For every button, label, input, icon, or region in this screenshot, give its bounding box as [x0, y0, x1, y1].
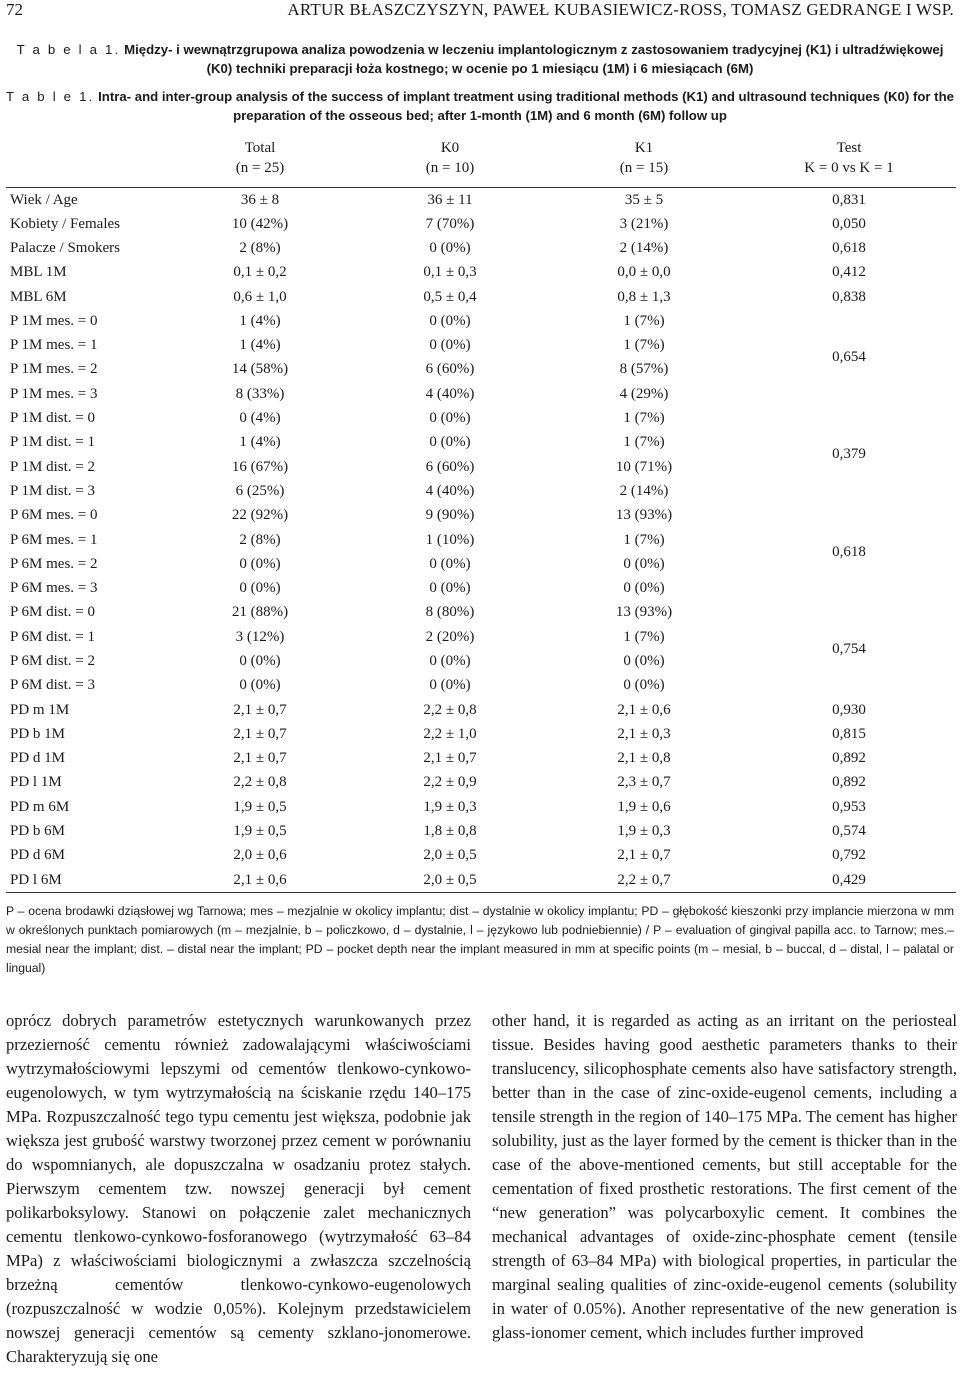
test-pvalue-cell: 0,892 — [832, 774, 866, 791]
running-head-authors: ARTUR BŁASZCZYSZYN, PAWEŁ KUBASIEWICZ-ROSS, TOMASZ GEDRANGE I WSP. — [287, 0, 954, 19]
k0-cell: 7 (70%) — [425, 215, 475, 232]
table-row — [6, 746, 956, 770]
k1-cell: 2,1 ± 0,8 — [617, 750, 671, 767]
total-cell: 8 (33%) — [235, 385, 285, 402]
row-label-cell: PD m 1M — [10, 701, 70, 718]
total-cell: 3 (12%) — [235, 628, 285, 645]
total-cell: 2,2 ± 0,8 — [233, 774, 287, 791]
table-title-polish: Między- i wewnątrzgrupowa analiza powodzenia w leczeniu implantologicznym z zastosowaniem tradycyjnej (K1) i ultradźwiękowej (K0) techniki preparacji łoża kostnego; w ocenie po 1 miesiącu (1M) i 6 miesiącach (6M) — [120, 42, 944, 76]
header-total-n: (n = 25) — [235, 160, 285, 176]
total-cell: 2,1 ± 0,7 — [233, 701, 287, 718]
table-header-row — [6, 138, 956, 187]
k1-cell: 1,9 ± 0,3 — [617, 823, 671, 840]
test-pvalue-cell: 0,953 — [832, 798, 866, 815]
k0-cell: 2,2 ± 0,9 — [423, 774, 477, 791]
k1-cell: 13 (93%) — [615, 507, 673, 524]
test-pvalue-cell: 0,792 — [832, 847, 866, 864]
test-pvalue-cell: 0,618 — [832, 543, 866, 560]
test-pvalue-cell: 0,654 — [832, 349, 866, 366]
test-pvalue-cell: 0,574 — [832, 823, 866, 840]
k0-cell: 9 (90%) — [425, 507, 475, 524]
header-k1-title: K1 — [634, 140, 654, 156]
total-cell: 2,1 ± 0,7 — [233, 725, 287, 742]
k1-cell: 0 (0%) — [623, 652, 665, 669]
row-label-cell: P 1M dist. = 3 — [10, 482, 96, 499]
header-k0-n: (n = 10) — [425, 160, 475, 176]
header-k1-n: (n = 15) — [619, 160, 669, 176]
k0-cell: 2,1 ± 0,7 — [423, 750, 477, 767]
body-text-english: other hand, it is regarded as acting as an irritant on the periosteal tissue. Besides having good aesthetic parameters thanks to their translucency, silicophosphate cements also have satisfactory strength, better than in the case of zinc-oxide-eugenol cements, including a tensile strength in the region of 140–175 MPa. The cement has higher solubility, just as the layer formed by the cement is thicker than in the case of the above-mentioned cements, but still acceptable for the cementation of fixed prosthetic restorations. The first cement of the “new generation” was polycarboxylic cement. It combines the mechanical advantages of oxide-zinc-phosphate cement (tensile strength of 63–84 MPa) with biological properties, in particular the marginal sealing qualities of zinc-oxide-eugenol cements (solubility in water of 0.05%). Another representative of the new generation is glass-ionomer cement, which includes further improved — [492, 1011, 957, 1342]
test-pvalue-cell: 0,618 — [832, 239, 866, 256]
row-label-cell: P 1M mes. = 3 — [10, 385, 98, 402]
row-label-cell: PD b 1M — [10, 725, 66, 742]
total-cell: 1,9 ± 0,5 — [233, 798, 287, 815]
total-cell: 1 (4%) — [239, 312, 281, 329]
k1-cell: 0 (0%) — [623, 555, 665, 572]
k0-cell: 0 (0%) — [429, 580, 471, 597]
header-cell-k1 — [546, 138, 742, 187]
k1-cell: 1,9 ± 0,6 — [617, 798, 671, 815]
row-label-cell: P 6M dist. = 1 — [10, 628, 96, 645]
test-pvalue-cell: 0,930 — [832, 701, 866, 718]
k1-cell: 1 (7%) — [623, 531, 665, 548]
k1-cell: 2 (14%) — [619, 239, 669, 256]
table-row — [6, 187, 956, 212]
total-cell: 0 (0%) — [239, 652, 281, 669]
header-test-comparison: K = 0 vs K = 1 — [804, 160, 894, 176]
test-pvalue-cell: 0,838 — [832, 288, 866, 305]
table-row — [6, 770, 956, 794]
row-label-cell: P 6M mes. = 0 — [10, 507, 98, 524]
k1-cell: 0 (0%) — [623, 677, 665, 694]
k1-cell: 0,8 ± 1,3 — [617, 288, 671, 305]
table-row — [6, 309, 956, 333]
table-label-english: T a b l e 1. — [6, 89, 95, 104]
header-test-title: Test — [836, 140, 862, 156]
header-cell-label — [6, 138, 166, 187]
k1-cell: 35 ± 5 — [624, 191, 664, 208]
row-label-cell: Kobiety / Females — [10, 215, 120, 232]
k0-cell: 2,0 ± 0,5 — [423, 847, 477, 864]
row-label-cell: P 6M mes. = 3 — [10, 580, 98, 597]
row-label-cell: P 6M mes. = 2 — [10, 555, 98, 572]
header-cell-k0 — [354, 138, 546, 187]
header-cell-total — [166, 138, 354, 187]
row-label-cell: P 6M dist. = 3 — [10, 677, 96, 694]
table-row — [6, 284, 956, 308]
total-cell: 14 (58%) — [231, 361, 289, 378]
row-label-cell: PD l 6M — [10, 871, 62, 888]
k1-cell: 1 (7%) — [623, 312, 665, 329]
header-cell-test — [742, 138, 956, 187]
k1-cell: 8 (57%) — [619, 361, 669, 378]
k0-cell: 4 (40%) — [425, 385, 475, 402]
table-body — [6, 187, 956, 892]
k1-cell: 0,0 ± 0,0 — [617, 264, 671, 281]
k0-cell: 6 (60%) — [425, 361, 475, 378]
total-cell: 0 (4%) — [239, 410, 281, 427]
table-row — [6, 819, 956, 843]
test-pvalue-cell: 0,754 — [832, 640, 866, 657]
table-row — [6, 697, 956, 721]
total-cell: 0 (0%) — [239, 555, 281, 572]
header-k0-title: K0 — [440, 140, 460, 156]
row-label-cell: P 6M mes. = 1 — [10, 531, 98, 548]
total-cell: 0 (0%) — [239, 580, 281, 597]
k0-cell: 0 (0%) — [429, 239, 471, 256]
results-table — [6, 138, 956, 893]
total-cell: 21 (88%) — [231, 604, 289, 621]
k0-cell: 0 (0%) — [429, 555, 471, 572]
running-header — [6, 0, 954, 22]
row-label-cell: PD l 1M — [10, 774, 62, 791]
row-label-cell: P 1M dist. = 2 — [10, 458, 96, 475]
total-cell: 2,0 ± 0,6 — [233, 847, 287, 864]
table-caption-english — [6, 87, 954, 125]
k0-cell: 0 (0%) — [429, 677, 471, 694]
total-cell: 2 (8%) — [239, 239, 281, 256]
total-cell: 10 (42%) — [231, 215, 289, 232]
k0-cell: 0 (0%) — [429, 337, 471, 354]
k1-cell: 4 (29%) — [619, 385, 669, 402]
total-cell: 36 ± 8 — [240, 191, 280, 208]
k0-cell: 0,5 ± 0,4 — [423, 288, 477, 305]
k0-cell: 0 (0%) — [429, 652, 471, 669]
total-cell: 1 (4%) — [239, 337, 281, 354]
k0-cell: 0 (0%) — [429, 434, 471, 451]
row-label-cell: P 6M dist. = 0 — [10, 604, 96, 621]
table-row — [6, 795, 956, 819]
k1-cell: 2,3 ± 0,7 — [617, 774, 671, 791]
k0-cell: 0,1 ± 0,3 — [423, 264, 477, 281]
table-footnote: P – ocena brodawki dziąsłowej wg Tarnowa; mes – mezjalnie w okolicy implantu; dist – dystalnie w okolicy implantu; PD – głębokość kieszonki przy implancie mierzona w mm w określonych punktach pomiarowych (m – mezjalnie, b – policzkowo, d – dystalnie, l – językowo lub podniebiennie) / P – evaluation of gingival papilla acc. to Tarnow; mes.– mesial near the implant; dist. – distal near the implant; PD – pocket depth near the implant measured in mm at specific points (m – mesial, b – buccal, d – distal, l – palatal or lingual) — [6, 904, 954, 975]
table-row — [6, 212, 956, 236]
k1-cell: 2,2 ± 0,7 — [617, 871, 671, 888]
table-row — [6, 236, 956, 260]
k1-cell: 13 (93%) — [615, 604, 673, 621]
row-label-cell: P 1M mes. = 0 — [10, 312, 98, 329]
k1-cell: 10 (71%) — [615, 458, 673, 475]
k0-cell: 0 (0%) — [429, 312, 471, 329]
k1-cell: 3 (21%) — [619, 215, 669, 232]
table-row — [6, 868, 956, 893]
row-label-cell: PD d 6M — [10, 847, 66, 864]
k0-cell: 1,9 ± 0,3 — [423, 798, 477, 815]
table-row — [6, 503, 956, 527]
row-label-cell: Palacze / Smokers — [10, 239, 120, 256]
k1-cell: 1 (7%) — [623, 628, 665, 645]
total-cell: 6 (25%) — [235, 482, 285, 499]
body-text-polish: oprócz dobrych parametrów estetycznych warunkowanych przez przezierność cementu również zadowalającymi właściwościami wytrzymałościowymi lepszymi od cementów tlenkowo-cynkowo-eugenolowych, w tym wytrzymałością na ściskanie rzędu 140–175 MPa. Rozpuszczalność tego typu cementu jest większa, podobnie jak większa jest grubość warstwy tworzonej przez cement w porównaniu do wspomnianych, ale dopuszczalna w osadzaniu protez stałych. Pierwszym cementem tzw. nowszej generacji był cement polikarboksylowy. Stanowi on połączenie zalet mechanicznych cementu tlenkowo-cynkowo-fosforanowego (wytrzymałość 63–84 MPa) z właściwościami biologicznymi a zwłaszcza szczelnością brzeżną cementów tlenkowo-cynkowo-eugenolowych (rozpuszczalność w wodzie 0,05%). Kolejnym przedstawicielem nowszej generacji cementów są cementy szklano-jonomerowe. Charakteryzują się one — [6, 1011, 471, 1366]
row-label-cell: P 1M mes. = 2 — [10, 361, 98, 378]
k1-cell: 2,1 ± 0,6 — [617, 701, 671, 718]
total-cell: 2,1 ± 0,7 — [233, 750, 287, 767]
row-label-cell: P 1M mes. = 1 — [10, 337, 98, 354]
page-number: 72 — [6, 0, 23, 19]
row-label-cell: P 1M dist. = 0 — [10, 410, 96, 427]
test-pvalue-cell: 0,831 — [832, 191, 866, 208]
row-label-cell: Wiek / Age — [10, 191, 78, 208]
test-pvalue-cell: 0,412 — [832, 264, 866, 281]
table-row — [6, 600, 956, 624]
header-total-title: Total — [244, 140, 276, 156]
k1-cell: 1 (7%) — [623, 410, 665, 427]
table-row — [6, 843, 956, 867]
total-cell: 22 (92%) — [231, 507, 289, 524]
table-title-english: Intra- and inter-group analysis of the success of implant treatment using traditional methods (K1) and ultrasound techniques (K0) for the preparation of the osseous bed; after 1-month (1M) and 6 month (6M) follow up — [94, 89, 954, 123]
total-cell: 1,9 ± 0,5 — [233, 823, 287, 840]
row-label-cell: P 1M dist. = 1 — [10, 434, 96, 451]
table-caption-polish — [6, 40, 954, 78]
k0-cell: 0 (0%) — [429, 410, 471, 427]
k1-cell: 2,1 ± 0,7 — [617, 847, 671, 864]
row-label-cell: PD m 6M — [10, 798, 70, 815]
total-cell: 16 (67%) — [231, 458, 289, 475]
total-cell: 2,1 ± 0,6 — [233, 871, 287, 888]
test-pvalue-cell: 0,892 — [832, 750, 866, 767]
total-cell: 2 (8%) — [239, 531, 281, 548]
test-pvalue-cell: 0,379 — [832, 446, 866, 463]
total-cell: 0 (0%) — [239, 677, 281, 694]
k0-cell: 2 (20%) — [425, 628, 475, 645]
row-label-cell: MBL 6M — [10, 288, 67, 305]
total-cell: 0,6 ± 1,0 — [233, 288, 287, 305]
row-label-cell: P 6M dist. = 2 — [10, 652, 96, 669]
k1-cell: 2 (14%) — [619, 482, 669, 499]
table-label-polish: T a b e l a 1. — [16, 42, 121, 57]
test-pvalue-cell: 0,815 — [832, 725, 866, 742]
total-cell: 0,1 ± 0,2 — [233, 264, 287, 281]
table-row — [6, 406, 956, 430]
row-label-cell: PD b 6M — [10, 823, 66, 840]
total-cell: 1 (4%) — [239, 434, 281, 451]
table-row — [6, 722, 956, 746]
test-pvalue-cell: 0,429 — [832, 871, 866, 888]
k0-cell: 1,8 ± 0,8 — [423, 823, 477, 840]
k0-cell: 36 ± 11 — [427, 191, 473, 208]
test-pvalue-cell: 0,050 — [832, 215, 866, 232]
k0-cell: 2,0 ± 0,5 — [423, 871, 477, 888]
k1-cell: 1 (7%) — [623, 337, 665, 354]
row-label-cell: MBL 1M — [10, 264, 67, 281]
k1-cell: 0 (0%) — [623, 580, 665, 597]
k0-cell: 2,2 ± 1,0 — [423, 725, 477, 742]
row-label-cell: PD d 1M — [10, 750, 66, 767]
k0-cell: 6 (60%) — [425, 458, 475, 475]
table-row — [6, 260, 956, 284]
k0-cell: 4 (40%) — [425, 482, 475, 499]
k0-cell: 2,2 ± 0,8 — [423, 701, 477, 718]
k0-cell: 8 (80%) — [425, 604, 475, 621]
k1-cell: 2,1 ± 0,3 — [617, 725, 671, 742]
k1-cell: 1 (7%) — [623, 434, 665, 451]
k0-cell: 1 (10%) — [425, 531, 475, 548]
